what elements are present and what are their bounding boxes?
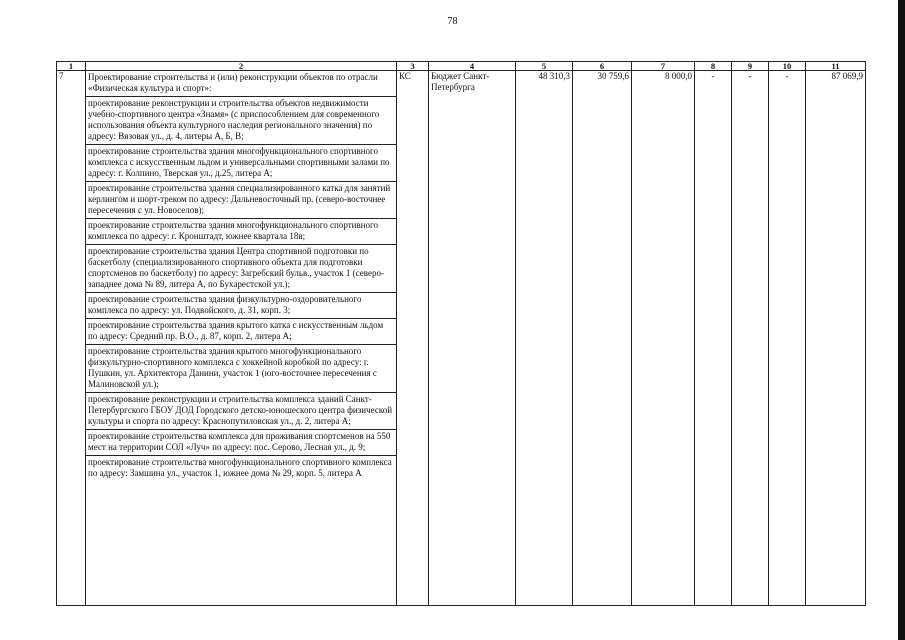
description-item: проектирование строительства здания многофункционального спортивного комплекса по адресу: г. Кронштадт, южнее квартала 18в; <box>85 218 397 244</box>
total-cell: 87 069,9 <box>806 71 866 606</box>
description-item: проектирование строительства здания специализированного катка для занятий керлингом и шорт-треком по адресу: Дальневосточный пр. (северо-восточнее пересечения с ул. Новоселов); <box>85 181 397 218</box>
amount-cell: - <box>769 71 806 606</box>
description-item: проектирование строительства здания крытого многофункционального физкультурно-спортивного комплекса с хоккейной коробкой по адресу: г. Пушкин, ул. Архитектора Данини, участок 1 (юго-восточнее пересечения с Малиновской ул.); <box>85 344 397 392</box>
scan-border <box>898 0 905 640</box>
description-item: проектирование строительства здания крытого катка с искусственным льдом по адресу: Средний пр. В.О., д. 87, корп. 2, литера А; <box>85 318 397 344</box>
column-header: 3 <box>397 62 429 71</box>
description-item: проектирование строительства здания физкультурно-оздоровительного комплекса по адресу: ул. Подвойского, д. 31, корп. 3; <box>85 292 397 318</box>
description-item: проектирование строительства многофункционального спортивного комплекса по адресу: Замшина ул., участок 1, южнее дома № 29, корп. 5, литера А <box>85 455 397 481</box>
row-number: 7 <box>57 71 86 606</box>
description-item: проектирование строительства здания многофункционального спортивного комплекса с искусственным льдом и универсальными спортивными залами по адресу: г. Колпино, Тверская ул., д.25, литера А; <box>85 144 397 181</box>
column-header: 8 <box>695 62 732 71</box>
description-item: Проектирование строительства и (или) реконструкции объектов по отрасли «Физическая культура и спорт»: <box>88 72 378 93</box>
column-header: 6 <box>573 62 632 71</box>
amount-cell: 8 000,0 <box>632 71 695 606</box>
description-item: проектирование реконструкции и строительства объектов недвижимости учебно-спортивного центра «Знамя» (с приспособлением для современного использования объекта культурного наследия регионального значения) по адресу: Вязовая ул., д. 4, литеры А, Б, В; <box>85 96 397 144</box>
column-header: 7 <box>632 62 695 71</box>
column-header: 5 <box>516 62 573 71</box>
description-cell <box>86 71 397 606</box>
amount-cell: - <box>695 71 732 606</box>
table-header-row <box>57 62 866 71</box>
amount-cell: - <box>732 71 769 606</box>
table-row <box>57 71 866 606</box>
column-header: 4 <box>429 62 516 71</box>
funding-source-cell: Бюджет Санкт-Петербурга <box>429 71 516 606</box>
category-cell: КС <box>397 71 429 606</box>
amount-cell: 30 759,6 <box>573 71 632 606</box>
column-header: 11 <box>806 62 866 71</box>
description-item: проектирование реконструкции и строительства комплекса зданий Санкт-Петербургского ГБОУ ДОД Городского детско-юношеского центра физической культуры и спорта по адресу: Краснопутиловская ул., д. 2, литера А; <box>85 392 397 429</box>
page-number: 78 <box>447 16 458 27</box>
column-header: 9 <box>732 62 769 71</box>
column-header: 1 <box>57 62 86 71</box>
description-item: проектирование строительства комплекса для проживания спортсменов на 550 мест на территории СОЛ «Луч» по адресу: пос. Серово, Лесная ул., д. 9; <box>85 429 397 455</box>
description-item: проектирование строительства здания Центра спортивной подготовки по баскетболу (специализированного спортивного объекта для подготовки спортсменов по баскетболу) по адресу: Загребский бульв., участок 1 (северо-западнее дома № 89, литера А, по Бухарестской ул.); <box>85 244 397 292</box>
amount-cell: 48 310,3 <box>516 71 573 606</box>
column-header: 2 <box>86 62 397 71</box>
column-header: 10 <box>769 62 806 71</box>
budget-table <box>56 61 866 606</box>
